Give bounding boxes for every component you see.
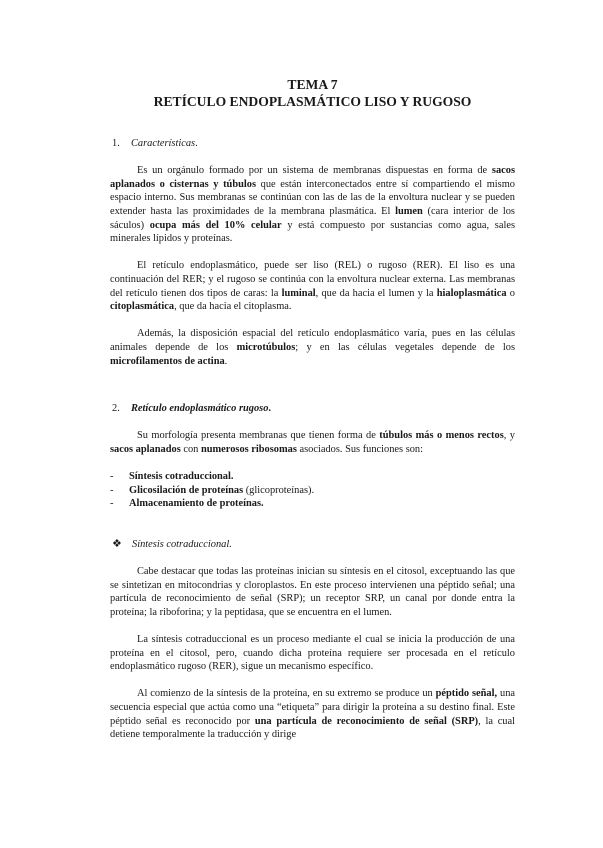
bold-term: sacos aplanados: [110, 443, 181, 455]
text-run: una secuencia especial que actúa como una “etiqueta” para dirigir la proteína a su destino final. Este péptido señal es reconocido por: [110, 688, 515, 727]
list-item: [110, 484, 515, 498]
text-run: (cara interior de los sáculos): [110, 205, 515, 231]
list-item-bold: Síntesis cotraduccional.: [129, 471, 234, 483]
list-item-text: (glicoproteínas).: [243, 484, 315, 496]
text-run: Es un orgánulo formado por un sistema de membranas dispuestas en forma de: [137, 165, 492, 177]
bold-term: péptido señal,: [435, 688, 498, 700]
bold-term: microtúbulos: [236, 341, 296, 353]
text-run: El retículo endoplasmático, puede ser liso (REL) o rugoso (RER). El liso es una continuación del RER; y el rugoso se continúa con la envoltura nuclear externa. Las membranas del retículo tienen dos tipos de caras: la: [110, 260, 515, 299]
functions-list: [110, 470, 515, 511]
paragraph: [110, 429, 515, 456]
bold-term: microfilamentos de actina: [110, 355, 225, 367]
bold-term: ocupa más del 10% celular: [149, 219, 282, 231]
section-title-punct: .: [268, 403, 272, 415]
paragraph: [110, 687, 515, 741]
page-title: [110, 76, 515, 110]
paragraph: Cabe destacar que todas las proteínas inician su síntesis en el citosol, exceptuando las que se sintetizan en mitocondrias y cloroplastos. En este proceso intervienen una péptido señal; una partícula de reconocimiento de señal (SRP); un receptor SRP, un canal por donde entra la proteína; la riboforina; y la peptidasa, que se encuentra en el lumen.: [110, 566, 515, 618]
list-item: [110, 470, 515, 484]
text-run: , que da hacia el lumen y la: [315, 287, 437, 299]
section-title-text: Características: [131, 138, 196, 149]
text-run: y está compuesto por sustancias como agua, sales minerales lípidos y proteínas.: [110, 219, 515, 245]
diamond-bullet-icon: ❖: [112, 537, 122, 550]
text-run: Además, la disposición espacial del retículo endoplasmático varía, pues en las células animales depende de los: [110, 328, 515, 353]
topic-subtitle: RETÍCULO ENDOPLASMÁTICO LISO Y RUGOSO: [153, 94, 472, 109]
paragraph: [110, 259, 515, 313]
text-run: .: [224, 355, 228, 367]
text-run: , y: [503, 430, 515, 442]
bold-term: luminal: [281, 287, 316, 299]
bold-term: sacos aplanados o cisternas y túbulos: [110, 165, 515, 190]
text-run: Su morfología presenta membranas que tienen forma de: [137, 430, 380, 442]
bold-term: una partícula de reconocimiento de señal (SRP): [254, 715, 479, 727]
paragraph: La síntesis cotraduccional es un proceso mediante el cual se inicia la producción de una proteína en el citosol, pero, cuando dicha proteína requiere ser procesada en el retículo endoplasmático rugoso (RER), sigue un mecanismo específico.: [110, 634, 515, 673]
topic-number: TEMA 7: [287, 77, 338, 92]
text-run: asociados. Sus funciones son:: [296, 443, 424, 455]
text-run: , que da hacia el citoplasma.: [174, 301, 292, 313]
text-run: que están interconectados entre sí compartiendo el mismo espacio interno. Sus membranas se continúan con las de las de la envoltura nuclear y se pueden extender hasta las proximidades de la membrana plasmática. El: [110, 178, 515, 217]
paragraph: [110, 327, 515, 368]
bold-term: citoplasmática: [110, 301, 175, 313]
section-heading-1: [110, 137, 515, 151]
subsection-heading: [110, 538, 515, 552]
text-run: o: [506, 287, 515, 299]
text-run: con: [180, 443, 201, 455]
text-run: ; y en las células vegetales depende de los: [295, 341, 515, 353]
section-number: 2.: [112, 403, 120, 415]
list-item: [110, 497, 515, 511]
bold-term: túbulos más o menos rectos: [379, 430, 504, 442]
list-item-bold: Glicosilación de proteínas: [129, 484, 244, 496]
section-title-punct: .: [195, 138, 198, 149]
bold-term: numerosos ribosomas: [200, 443, 297, 455]
text-run: , la cual detiene temporalmente la traducción y dirige: [110, 715, 516, 741]
section-title-text: Retículo endoplasmático rugoso: [131, 403, 269, 415]
section-number: 1.: [112, 138, 120, 149]
paragraph: [110, 164, 515, 246]
list-item-bold: Almacenamiento de proteínas.: [129, 498, 264, 510]
bold-term: lumen: [395, 205, 423, 217]
bold-term: hialoplasmática: [436, 287, 507, 299]
section-heading-2: [110, 402, 515, 416]
text-run: Al comienzo de la síntesis de la proteína, en su extremo se produce un: [137, 688, 436, 700]
subsection-title: Síntesis cotraduccional.: [132, 538, 232, 550]
